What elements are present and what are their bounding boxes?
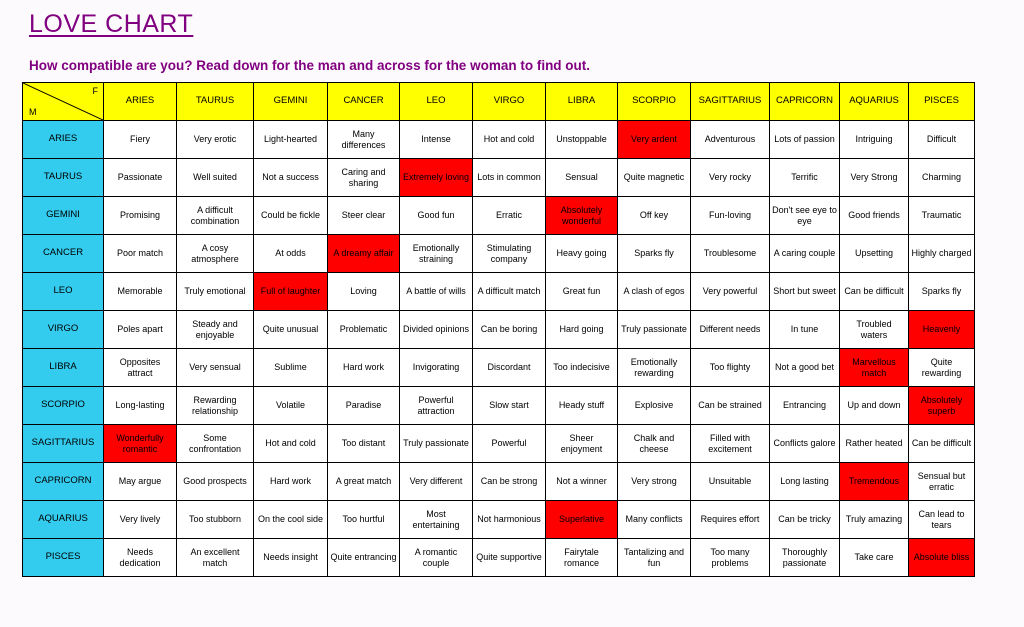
compatibility-cell: Explosive (618, 387, 691, 425)
compatibility-cell: Very erotic (177, 121, 254, 159)
compatibility-cell: Powerful attraction (400, 387, 473, 425)
compatibility-cell: Long-lasting (104, 387, 177, 425)
compatibility-cell: Too flighty (691, 349, 770, 387)
table-row (23, 311, 975, 349)
compatibility-cell: Sparks fly (618, 235, 691, 273)
compatibility-cell: Promising (104, 197, 177, 235)
compatibility-cell: Opposites attract (104, 349, 177, 387)
compatibility-cell: Can lead to tears (909, 501, 975, 539)
compatibility-cell: Good friends (840, 197, 909, 235)
compatibility-cell: Very strong (618, 463, 691, 501)
compatibility-cell: Invigorating (400, 349, 473, 387)
compatibility-cell: Very powerful (691, 273, 770, 311)
compatibility-cell: Divided opinions (400, 311, 473, 349)
compatibility-cell: A difficult match (473, 273, 546, 311)
compatibility-cell: Tantalizing and fun (618, 539, 691, 577)
compatibility-cell: Off key (618, 197, 691, 235)
compatibility-cell: Up and down (840, 387, 909, 425)
compatibility-cell: Troublesome (691, 235, 770, 273)
table-row (23, 273, 975, 311)
compatibility-cell: Could be fickle (254, 197, 328, 235)
row-header-aries: ARIES (23, 121, 104, 159)
compatibility-cell: At odds (254, 235, 328, 273)
compatibility-cell: Can be difficult (840, 273, 909, 311)
compatibility-cell: Too stubborn (177, 501, 254, 539)
compatibility-cell: Can be boring (473, 311, 546, 349)
highlighted-cell: Heavenly (909, 311, 975, 349)
highlighted-cell: Absolutely wonderful (546, 197, 618, 235)
compatibility-cell: Well suited (177, 159, 254, 197)
compatibility-cell: Quite rewarding (909, 349, 975, 387)
row-header-virgo: VIRGO (23, 311, 104, 349)
compatibility-cell: Can be difficult (909, 425, 975, 463)
corner-cell (23, 83, 104, 121)
highlighted-cell: A dreamy affair (328, 235, 400, 273)
highlighted-cell: Very ardent (618, 121, 691, 159)
compatibility-cell: Troubled waters (840, 311, 909, 349)
compatibility-cell: Hard work (328, 349, 400, 387)
compatibility-cell: Sensual but erratic (909, 463, 975, 501)
compatibility-cell: Memorable (104, 273, 177, 311)
table-row (23, 425, 975, 463)
compatibility-cell: Rather heated (840, 425, 909, 463)
compatibility-cell: Problematic (328, 311, 400, 349)
compatibility-cell: Some confrontation (177, 425, 254, 463)
compatibility-cell: In tune (770, 311, 840, 349)
compatibility-cell: Good prospects (177, 463, 254, 501)
compatibility-cell: Entrancing (770, 387, 840, 425)
table-row (23, 349, 975, 387)
compatibility-cell: Lots in common (473, 159, 546, 197)
row-header-libra: LIBRA (23, 349, 104, 387)
table-row (23, 121, 975, 159)
compatibility-cell: Rewarding relationship (177, 387, 254, 425)
compatibility-cell: Most entertaining (400, 501, 473, 539)
compatibility-cell: Steady and enjoyable (177, 311, 254, 349)
column-header-pisces: PISCES (909, 83, 975, 121)
compatibility-cell: Emotionally straining (400, 235, 473, 273)
compatibility-cell: Very Strong (840, 159, 909, 197)
highlighted-cell: Full of laughter (254, 273, 328, 311)
man-axis-label: M (29, 106, 37, 117)
compatibility-cell: Not harmonious (473, 501, 546, 539)
compatibility-cell: Fairytale romance (546, 539, 618, 577)
compatibility-cell: Take care (840, 539, 909, 577)
page-title: LOVE CHART (29, 10, 194, 38)
column-header-libra: LIBRA (546, 83, 618, 121)
compatibility-cell: Unstoppable (546, 121, 618, 159)
compatibility-cell: Chalk and cheese (618, 425, 691, 463)
compatibility-cell: Slow start (473, 387, 546, 425)
table-row (23, 159, 975, 197)
row-header-leo: LEO (23, 273, 104, 311)
compatibility-cell: Hot and cold (254, 425, 328, 463)
compatibility-cell: Hot and cold (473, 121, 546, 159)
compatibility-cell: Difficult (909, 121, 975, 159)
compatibility-cell: Sensual (546, 159, 618, 197)
table-row (23, 539, 975, 577)
compatibility-cell: Terrific (770, 159, 840, 197)
compatibility-cell: Truly passionate (400, 425, 473, 463)
table-row (23, 463, 975, 501)
compatibility-cell: Good fun (400, 197, 473, 235)
compatibility-cell: Can be strong (473, 463, 546, 501)
row-header-pisces: PISCES (23, 539, 104, 577)
compatibility-cell: A difficult combination (177, 197, 254, 235)
compatibility-cell: Quite entrancing (328, 539, 400, 577)
table-row (23, 235, 975, 273)
compatibility-cell: A battle of wills (400, 273, 473, 311)
highlighted-cell: Absolute bliss (909, 539, 975, 577)
row-header-taurus: TAURUS (23, 159, 104, 197)
column-header-sagittarius: SAGITTARIUS (691, 83, 770, 121)
compatibility-cell: Volatile (254, 387, 328, 425)
compatibility-cell: Many differences (328, 121, 400, 159)
compatibility-cell: Not a winner (546, 463, 618, 501)
compatibility-cell: An excellent match (177, 539, 254, 577)
header-row (23, 83, 975, 121)
compatibility-cell: Truly passionate (618, 311, 691, 349)
column-header-gemini: GEMINI (254, 83, 328, 121)
compatibility-cell: Intense (400, 121, 473, 159)
compatibility-cell: Filled with excitement (691, 425, 770, 463)
compatibility-cell: A cosy atmosphere (177, 235, 254, 273)
compatibility-cell: Discordant (473, 349, 546, 387)
highlighted-cell: Superlative (546, 501, 618, 539)
compatibility-cell: Sparks fly (909, 273, 975, 311)
compatibility-cell: Sheer enjoyment (546, 425, 618, 463)
compatibility-cell: Sublime (254, 349, 328, 387)
compatibility-cell: Truly emotional (177, 273, 254, 311)
compatibility-cell: Very lively (104, 501, 177, 539)
column-header-scorpio: SCORPIO (618, 83, 691, 121)
compatibility-cell: Paradise (328, 387, 400, 425)
compatibility-cell: Not a good bet (770, 349, 840, 387)
compatibility-cell: Heavy going (546, 235, 618, 273)
row-header-aquarius: AQUARIUS (23, 501, 104, 539)
compatibility-cell: Needs insight (254, 539, 328, 577)
woman-axis-label: F (92, 86, 98, 96)
row-header-scorpio: SCORPIO (23, 387, 104, 425)
compatibility-cell: Very different (400, 463, 473, 501)
compatibility-cell: Passionate (104, 159, 177, 197)
compatibility-cell: Charming (909, 159, 975, 197)
compatibility-cell: Can be strained (691, 387, 770, 425)
compatibility-cell: Too indecisive (546, 349, 618, 387)
compatibility-cell: Conflicts galore (770, 425, 840, 463)
column-header-taurus: TAURUS (177, 83, 254, 121)
compatibility-cell: May argue (104, 463, 177, 501)
compatibility-cell: Many conflicts (618, 501, 691, 539)
highlighted-cell: Wonderfully romantic (104, 425, 177, 463)
compatibility-cell: Poor match (104, 235, 177, 273)
compatibility-cell: Quite supportive (473, 539, 546, 577)
table-row (23, 197, 975, 235)
compatibility-cell: Powerful (473, 425, 546, 463)
compatibility-cell: A romantic couple (400, 539, 473, 577)
compatibility-cell: Light-hearted (254, 121, 328, 159)
compatibility-cell: Requires effort (691, 501, 770, 539)
compatibility-cell: Quite unusual (254, 311, 328, 349)
column-header-leo: LEO (400, 83, 473, 121)
compatibility-cell: Emotionally rewarding (618, 349, 691, 387)
compatibility-cell: Traumatic (909, 197, 975, 235)
compatibility-cell: Thoroughly passionate (770, 539, 840, 577)
compatibility-cell: Adventurous (691, 121, 770, 159)
compatibility-cell: Erratic (473, 197, 546, 235)
compatibility-cell: Steer clear (328, 197, 400, 235)
compatibility-cell: Loving (328, 273, 400, 311)
compatibility-cell: Great fun (546, 273, 618, 311)
row-header-capricorn: CAPRICORN (23, 463, 104, 501)
highlighted-cell: Extremely loving (400, 159, 473, 197)
table-row (23, 387, 975, 425)
compatibility-cell: Poles apart (104, 311, 177, 349)
compatibility-cell: Needs dedication (104, 539, 177, 577)
compatibility-cell: A great match (328, 463, 400, 501)
column-header-capricorn: CAPRICORN (770, 83, 840, 121)
compatibility-cell: Lots of passion (770, 121, 840, 159)
highlighted-cell: Absolutely superb (909, 387, 975, 425)
compatibility-cell: Different needs (691, 311, 770, 349)
compatibility-cell: Upsetting (840, 235, 909, 273)
compatibility-cell: Caring and sharing (328, 159, 400, 197)
compatibility-cell: Truly amazing (840, 501, 909, 539)
compatibility-cell: A caring couple (770, 235, 840, 273)
row-header-gemini: GEMINI (23, 197, 104, 235)
compatibility-cell: Very sensual (177, 349, 254, 387)
compatibility-cell: Too hurtful (328, 501, 400, 539)
love-chart-table (22, 82, 975, 577)
highlighted-cell: Marvellous match (840, 349, 909, 387)
column-header-aries: ARIES (104, 83, 177, 121)
compatibility-cell: Too many problems (691, 539, 770, 577)
compatibility-cell: Don't see eye to eye (770, 197, 840, 235)
compatibility-cell: Hard work (254, 463, 328, 501)
compatibility-cell: Very rocky (691, 159, 770, 197)
compatibility-cell: Fun-loving (691, 197, 770, 235)
compatibility-cell: Heady stuff (546, 387, 618, 425)
compatibility-cell: Quite magnetic (618, 159, 691, 197)
compatibility-cell: Fiery (104, 121, 177, 159)
compatibility-cell: Stimulating company (473, 235, 546, 273)
compatibility-cell: Can be tricky (770, 501, 840, 539)
compatibility-cell: Not a success (254, 159, 328, 197)
row-header-cancer: CANCER (23, 235, 104, 273)
highlighted-cell: Tremendous (840, 463, 909, 501)
compatibility-cell: Unsuitable (691, 463, 770, 501)
column-header-virgo: VIRGO (473, 83, 546, 121)
compatibility-cell: Too distant (328, 425, 400, 463)
column-header-cancer: CANCER (328, 83, 400, 121)
page-subtitle: How compatible are you? Read down for the man and across for the woman to find out. (29, 58, 591, 73)
compatibility-cell: A clash of egos (618, 273, 691, 311)
column-header-aquarius: AQUARIUS (840, 83, 909, 121)
compatibility-cell: Highly charged (909, 235, 975, 273)
compatibility-cell: Long lasting (770, 463, 840, 501)
compatibility-cell: Intriguing (840, 121, 909, 159)
compatibility-cell: On the cool side (254, 501, 328, 539)
row-header-sagittarius: SAGITTARIUS (23, 425, 104, 463)
compatibility-cell: Hard going (546, 311, 618, 349)
compatibility-cell: Short but sweet (770, 273, 840, 311)
table-row (23, 501, 975, 539)
